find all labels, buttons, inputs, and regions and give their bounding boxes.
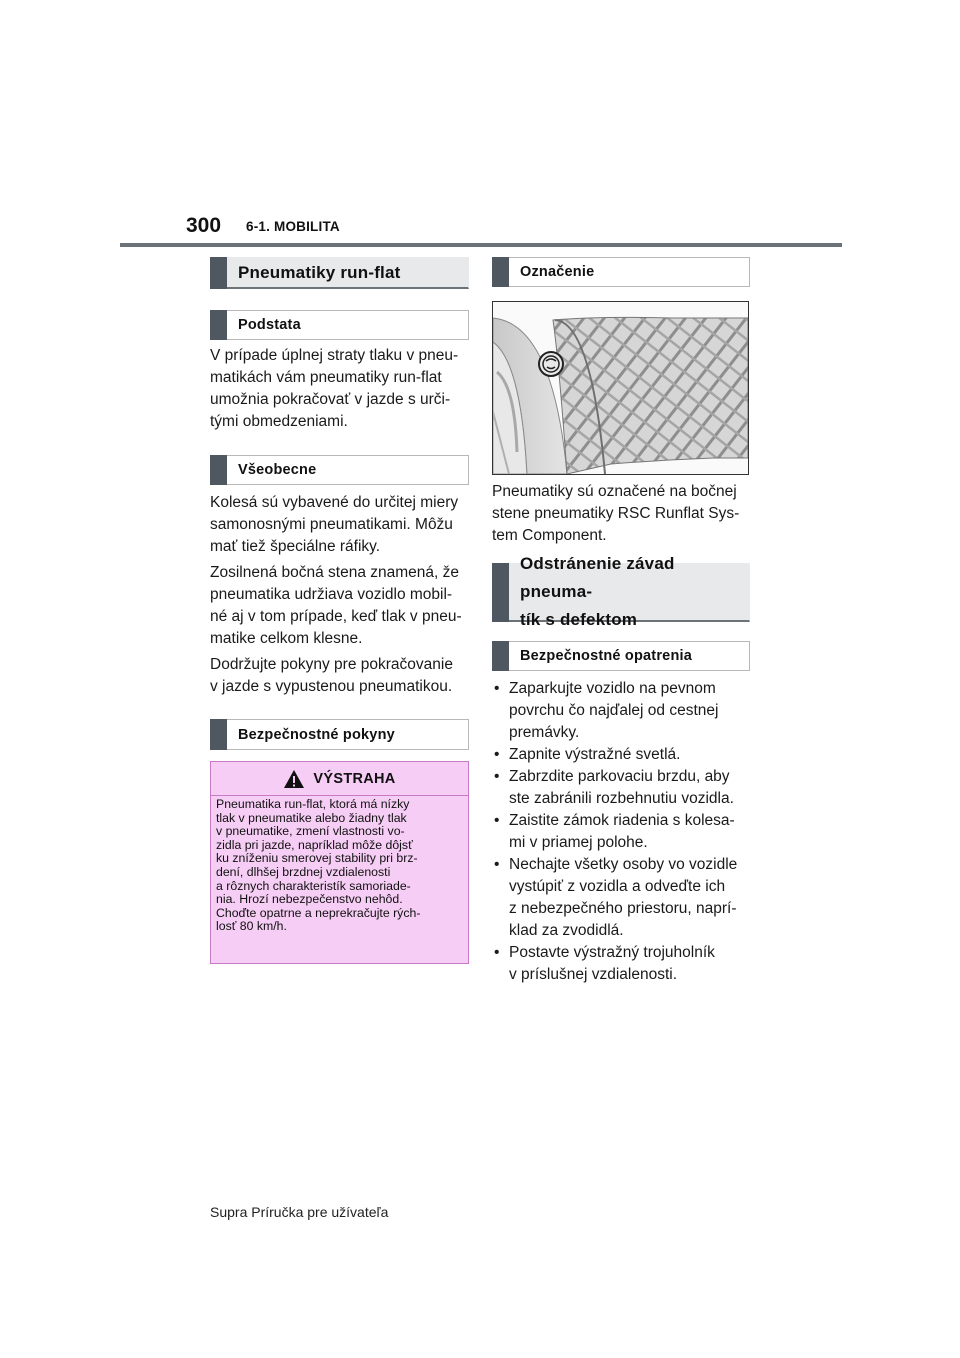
subheading-oznacenie-text: Označenie: [520, 264, 595, 280]
warning-title: VÝSTRAHA: [313, 771, 396, 787]
subheading-podstata-text: Podstata: [238, 317, 301, 333]
heading-run-flat-tires-text: Pneumatiky run-flat: [238, 262, 401, 282]
vseobecne-paragraph-2: Zosilnená bočná stena znamená, že pneumatika udržiava vozidlo mobil- né aj v tom prípade, keď tlak v pneu- matike celkom klesne.: [210, 564, 462, 647]
section-title: 6-1. MOBILITA: [246, 219, 340, 234]
warning-header: [211, 766, 468, 792]
list-item: • Zapnite výstražné svetlá.: [494, 746, 681, 763]
list-item: • Zaparkujte vozidlo na pevnom povrchu čo najďalej od cestnej premávky.: [494, 680, 719, 741]
subheading-vseobecne: [210, 455, 469, 485]
tire-illustration-frame: [492, 301, 749, 475]
vseobecne-paragraph-1: Kolesá sú vybavené do určitej miery samonosnými pneumatikami. Môžu mať tiež špeciálne ráfiky.: [210, 494, 459, 555]
list-item: • Zabrzdite parkovaciu brzdu, aby ste zabránili rozbehnutiu vozidla.: [494, 768, 734, 807]
oznacenie-paragraph: Pneumatiky sú označené na bočnej stene pneumatiky RSC Runflat Sys- tem Component.: [492, 483, 740, 544]
subheading-bezpecnostne-pokyny-text: Bezpečnostné pokyny: [238, 726, 395, 743]
heading-defect-removal-text: Odstránenie závad pneuma- tík s defektom: [520, 554, 675, 629]
subheading-bezpecnostne-opatrenia: [492, 641, 750, 671]
rsc-tire-illustration: [493, 302, 748, 474]
warning-divider: [211, 795, 468, 796]
subheading-podstata: [210, 310, 469, 340]
warning-triangle-icon: [283, 769, 305, 789]
subheading-vseobecne-text: Všeobecne: [238, 462, 317, 478]
heading-run-flat-tires: [210, 257, 469, 289]
subheading-oznacenie: [492, 257, 750, 287]
podstata-paragraph: V prípade úplnej straty tlaku v pneu- matikách vám pneumatiky run-flat umožnia pokračovať v jazde s urči- tými obmedzeniami.: [210, 347, 459, 430]
list-item: • Postavte výstražný trojuholník v príslušnej vzdialenosti.: [494, 944, 715, 983]
subheading-bezpecnostne-opatrenia-text: Bezpečnostné opatrenia: [520, 648, 692, 664]
footer-manual-title: Supra Príručka pre užívateľa: [210, 1204, 389, 1220]
subheading-bezpecnostne-pokyny: [210, 719, 469, 750]
list-item: • Zaistite zámok riadenia s kolesa- mi v priamej polohe.: [494, 812, 735, 851]
list-item: • Nechajte všetky osoby vo vozidle vystúpiť z vozidla a odveďte ich z nebezpečného priestoru, naprí- klad za zvodidlá.: [494, 856, 738, 939]
warning-box: [210, 761, 469, 964]
safety-measures-list: [492, 678, 754, 986]
vseobecne-paragraph-3: Dodržujte pokyny pre pokračovanie v jazde s vypustenou pneumatikou.: [210, 656, 453, 695]
heading-defect-removal: [492, 554, 750, 629]
warning-text: Pneumatika run-flat, ktorá má nízky tlak v pneumatike alebo žiadny tlak v pneumatike, zmení vlastnosti vo- zidla pri jazde, napríklad môže dôjsť ku zníženiu smerovej stability pri brz- dení, dlhšej brzdnej vzdialenosti a rôznych charakteristík samoriade- nia. Hrozí nebezpečenstvo nehôd. Choďte opatrne a neprekračujte rých- losť 80 km/h.: [216, 797, 421, 934]
header-divider: [120, 243, 842, 247]
page-number: 300: [186, 214, 222, 237]
